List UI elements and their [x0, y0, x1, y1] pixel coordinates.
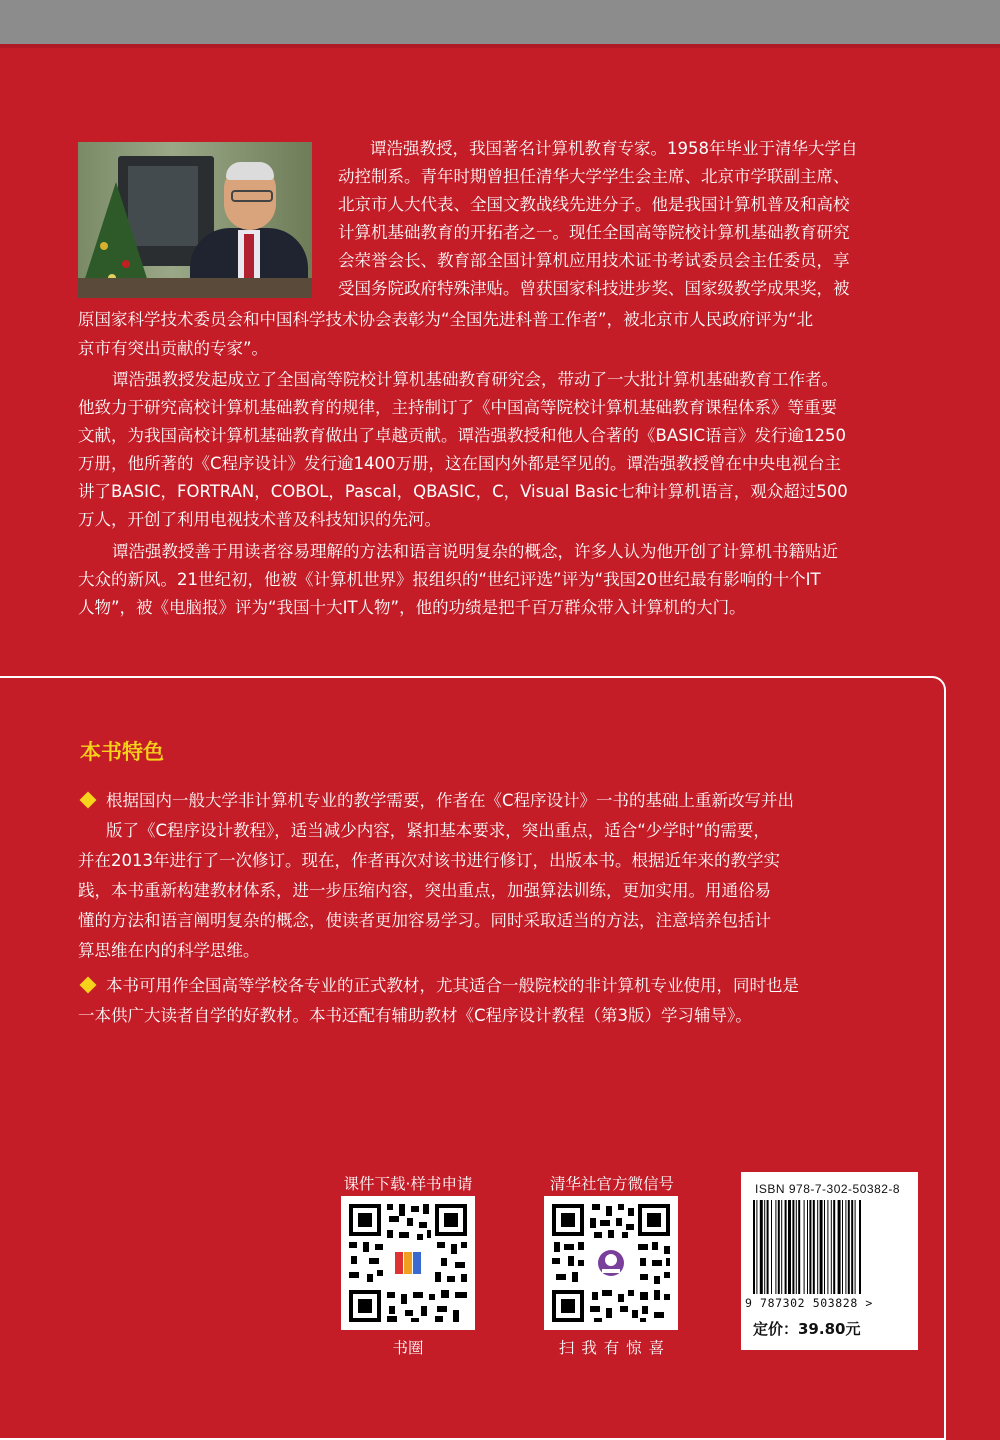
feature1-line: 践，本书重新构建教材体系，进一步压缩内容，突出重点，加强算法训练，更加实用。用通俗易: [78, 881, 771, 900]
barcode-bars: [753, 1200, 905, 1294]
bio-p2-line: 文献，为我国高校计算机基础教育做出了卓越贡献。谭浩强教授和他人合著的《BASIC语言》发行逾1250: [78, 426, 846, 445]
qr2-top-label: 清华社官方微信号: [549, 1175, 674, 1193]
isbn-barcode-box: [741, 1172, 918, 1350]
bio-p2-line: 讲了BASIC，FORTRAN，COBOL，Pascal，QBASIC，C，Visual Basic七种计算机语言，观众超过500: [78, 482, 848, 501]
bio-p2-line: 他致力于研究高校计算机基础教育的规律，主持制订了《中国高等院校计算机基础教育课程体系》等重要: [78, 398, 837, 417]
bio-p1-line: 会荣誉会长、教育部全国计算机应用技术证书考试委员会主任委员，享: [338, 251, 850, 270]
qr1-bottom-label: 书圈: [392, 1339, 424, 1357]
barcode-digits: 9 787302 503828 >: [745, 1296, 873, 1310]
author-photo: [78, 142, 312, 298]
bio-p3-line: 人物”，被《电脑报》评为“我国十大IT人物”，他的功绩是把千百万群众带入计算机的大门。: [78, 598, 746, 617]
feature2-line: 一本供广大读者自学的好教材。本书还配有辅助教材《C程序设计教程（第3版）学习辅导》。: [78, 1006, 752, 1025]
qr2-bottom-label: 扫 我 有 惊 喜: [558, 1339, 666, 1357]
feature1-line: 根据国内一般大学非计算机专业的教学需要，作者在《C程序设计》一书的基础上重新改写并出: [106, 791, 795, 810]
bio-p1-line: 动控制系。青年时期曾担任清华大学学生会主席、北京市学联副主席、: [338, 167, 850, 186]
feature2-line: 本书可用作全国高等学校各专业的正式教材，尤其适合一般院校的非计算机专业使用，同时也是: [106, 976, 799, 995]
bio-p2-line: 谭浩强教授发起成立了全国高等院校计算机基础教育研究会，带动了一大批计算机基础教育工作者。: [112, 370, 838, 389]
features-title: 本书特色: [80, 740, 164, 764]
qr1-top-label: 课件下载·样书申请: [343, 1175, 473, 1193]
bio-p3-line: 谭浩强教授善于用读者容易理解的方法和语言说明复杂的概念，许多人认为他开创了计算机书籍贴近: [112, 542, 838, 561]
feature1-line: 懂的方法和语言阐明复杂的概念，使读者更加容易学习。同时采取适当的方法，注意培养包括计: [78, 911, 771, 930]
feature1-line: 算思维在内的科学思维。: [78, 941, 260, 960]
bio-p1-line: 计算机基础教育的开拓者之一。现任全国高等院校计算机基础教育研究: [338, 223, 850, 242]
feature1-line: 版了《C程序设计教程》，适当减少内容，紧扣基本要求，突出重点，适合“少学时”的需要，: [106, 821, 770, 840]
qr-code-wechat[interactable]: [544, 1196, 678, 1330]
bio-p1-line: 受国务院政府特殊津贴。曾获国家科技进步奖、国家级教学成果奖，被: [338, 279, 850, 298]
feature1-line: 并在2013年进行了一次修订。现在，作者再次对该书进行修订，出版本书。根据近年来的教学实: [78, 851, 780, 870]
bio-p2-line: 万册，他所著的《C程序设计》发行逾1400万册，这在国内外都是罕见的。谭浩强教授曾在中央电视台主: [78, 454, 842, 473]
top-band-edge: [0, 44, 1000, 48]
bio-p1-line: 原国家科学技术委员会和中国科学技术协会表彰为“全国先进科普工作者”，被北京市人民政府评为“北: [78, 310, 814, 329]
bio-p1-line: 京市有突出贡献的专家”。: [78, 339, 269, 358]
isbn-number: ISBN 978-7-302-50382-8: [755, 1182, 901, 1196]
bio-p1-line: 北京市人大代表、全国文教战线先进分子。他是我国计算机普及和高校: [338, 195, 850, 214]
bio-p2-line: 万人，开创了利用电视技术普及科技知识的先河。: [78, 510, 441, 529]
top-gray-band: [0, 0, 1000, 44]
qr-code-courseware[interactable]: [341, 1196, 475, 1330]
bio-p3-line: 大众的新风。21世纪初，他被《计算机世界》报组织的“世纪评选”评为“我国20世纪最有影响的十个IT: [78, 570, 821, 589]
price-label: 定价：39.80元: [753, 1320, 861, 1338]
bio-p1-line: 谭浩强教授，我国著名计算机教育专家。1958年毕业于清华大学自: [370, 139, 858, 158]
